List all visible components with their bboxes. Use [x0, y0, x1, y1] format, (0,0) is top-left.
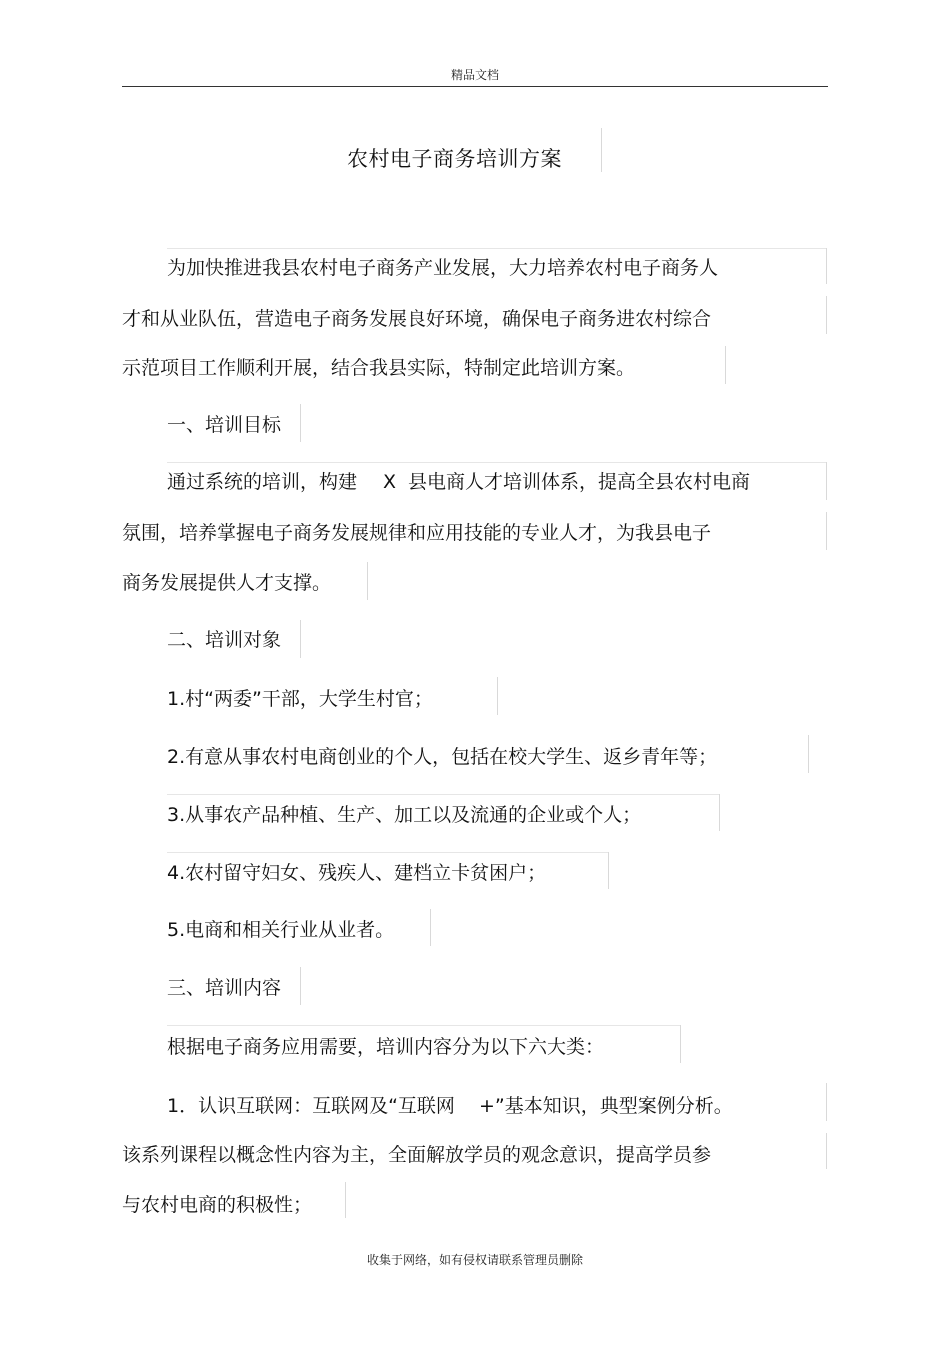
section-1-line-1-mark	[167, 462, 826, 463]
page-footer: 收集于网络，如有侵权请联系管理员删除	[366, 1253, 583, 1267]
content-item-1-plus: +	[478, 1095, 495, 1117]
target-item-5: 5.电商和相关行业从业者。	[167, 919, 395, 941]
target-item-4-edge	[608, 852, 609, 889]
target-item-4: 4.农村留守妇女、残疾人、建档立卡贫困户；	[167, 862, 547, 884]
section-1-line-3: 商务发展提供人才支撑。	[122, 572, 332, 594]
section-1-line-1-part-c: 县电商人才培训体系，提高全县农村电商	[408, 471, 751, 493]
section-2-heading: 二、培训对象	[167, 629, 282, 651]
content-item-1-line-2: 该系列课程以概念性内容为主，全面解放学员的观念意识，提高学员参	[122, 1144, 712, 1166]
section-2-heading-edge	[300, 620, 301, 658]
intro-line-2: 才和从业队伍，营造电子商务发展良好环境，确保电子商务进农村综合	[122, 308, 712, 330]
section-1-line-2-edge	[826, 512, 827, 550]
intro-line-1-mark	[167, 248, 826, 249]
target-item-1: 1.村“两委”干部，大学生村官；	[167, 688, 433, 710]
target-item-5-edge	[430, 909, 431, 946]
header-rule	[122, 86, 828, 87]
content-item-1-part-a: 1．认识互联网：互联网及“互联网	[167, 1095, 455, 1117]
target-item-2-edge	[808, 735, 809, 773]
target-item-3-edge	[719, 794, 720, 831]
content-item-1-line-1	[167, 1094, 733, 1118]
intro-line-1-edge	[826, 248, 827, 284]
target-item-3: 3.从事农产品种植、生产、加工以及流通的企业或个人；	[167, 804, 642, 826]
title-edge-mark	[601, 128, 602, 172]
content-item-1-line-1-edge	[826, 1083, 827, 1121]
target-item-4-mark	[167, 852, 608, 853]
content-item-1-line-3: 与农村电商的积极性；	[122, 1194, 313, 1216]
header-text: 精品文档	[450, 68, 499, 82]
intro-line-1: 为加快推进我县农村电子商务产业发展，大力培养农村电子商务人	[167, 257, 719, 279]
target-item-2: 2.有意从事农村电商创业的个人，包括在校大学生、返乡青年等；	[167, 746, 718, 768]
section-1-county-placeholder: X	[383, 471, 397, 493]
target-item-3-mark	[167, 794, 719, 795]
section-1-line-2: 氛围，培养掌握电子商务发展规律和应用技能的专业人才，为我县电子	[122, 522, 712, 544]
section-3-intro-mark	[167, 1025, 680, 1026]
section-3-heading-edge	[300, 967, 301, 1005]
document-title: 农村电子商务培训方案	[347, 147, 562, 171]
section-3-intro-edge	[680, 1025, 681, 1063]
content-item-1-part-c: ”基本知识，典型案例分析。	[494, 1095, 733, 1117]
section-3-heading: 三、培训内容	[167, 977, 282, 999]
section-1-heading-edge	[300, 404, 301, 442]
section-1-line-1-part-a: 通过系统的培训，构建	[167, 471, 358, 493]
content-item-1-line-2-edge	[826, 1133, 827, 1169]
intro-line-3-edge	[725, 346, 726, 384]
intro-line-2-edge	[826, 296, 827, 334]
section-1-line-1	[167, 470, 750, 494]
section-3-intro: 根据电子商务应用需要，培训内容分为以下六大类：	[167, 1036, 605, 1058]
section-1-line-1-edge	[826, 462, 827, 500]
target-item-1-edge	[497, 677, 498, 715]
section-1-line-3-edge	[367, 562, 368, 600]
content-item-1-line-3-edge	[345, 1182, 346, 1218]
intro-line-3: 示范项目工作顺利开展，结合我县实际，特制定此培训方案。	[122, 357, 636, 379]
section-1-heading: 一、培训目标	[167, 414, 282, 436]
